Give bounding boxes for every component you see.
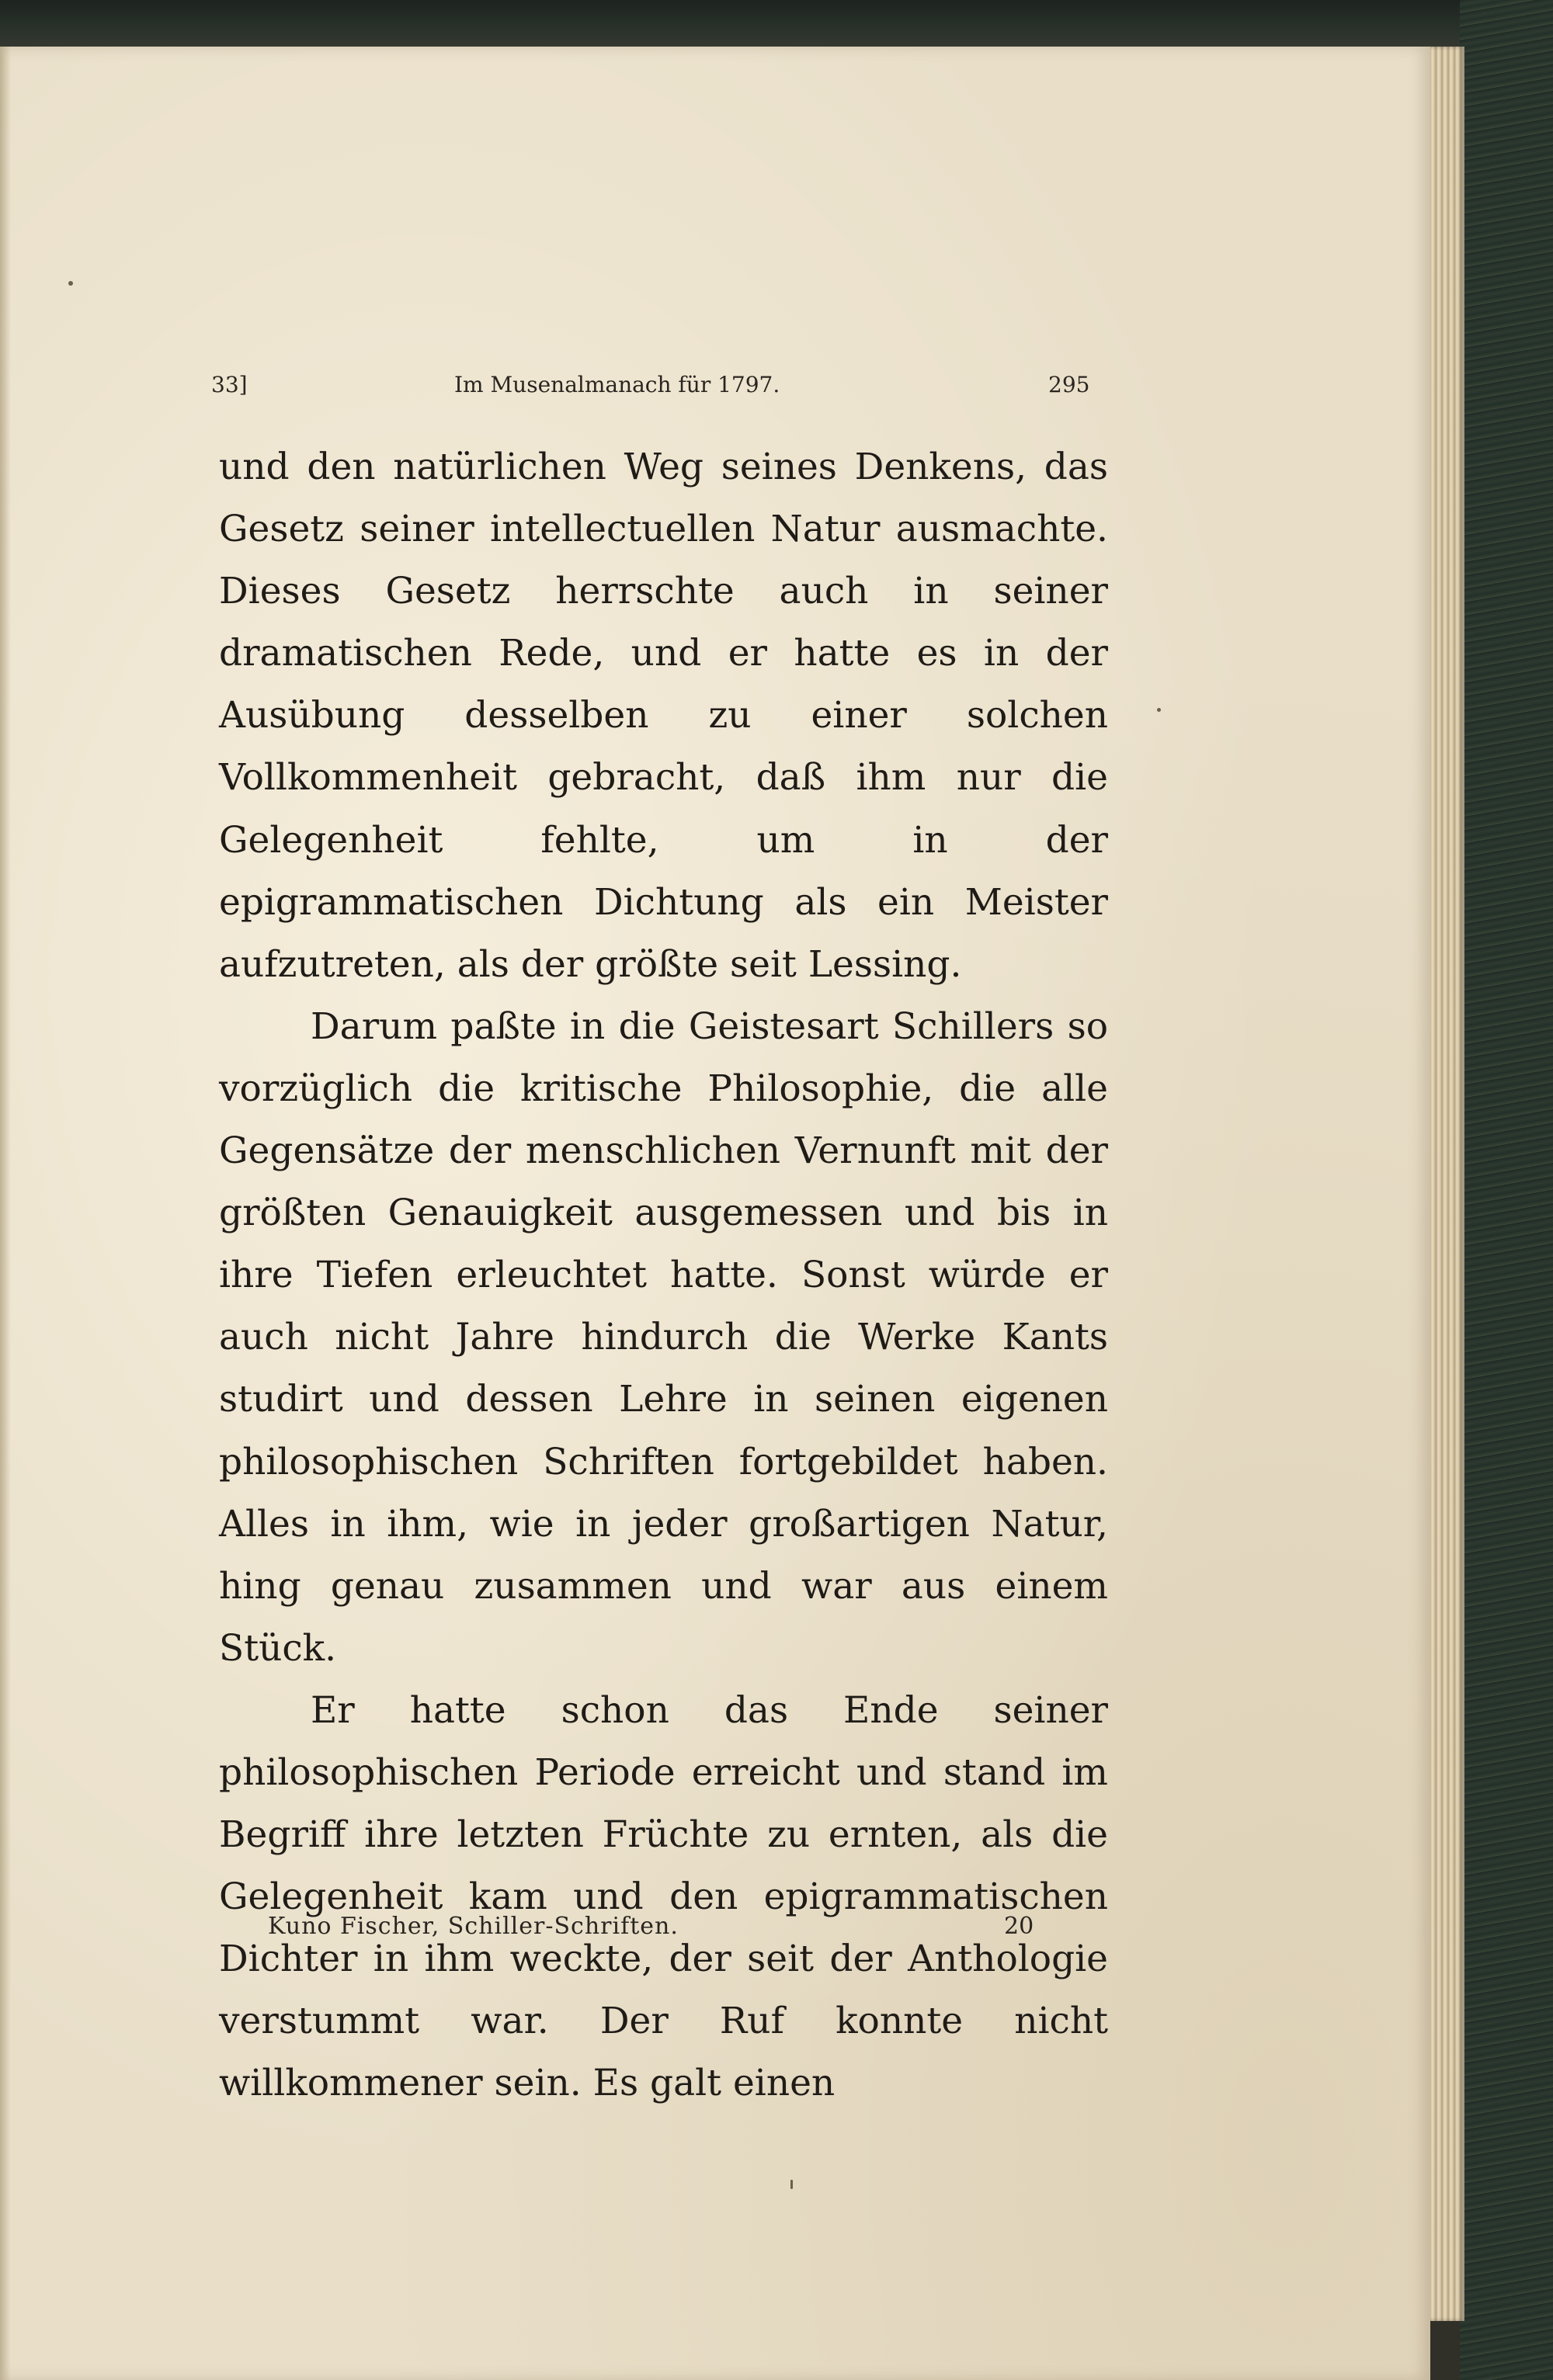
body-text — [219, 436, 1108, 2115]
book-cover-right-edge — [1460, 0, 1553, 2380]
header-running-title: Im Musenalmanach für 1797. — [454, 372, 780, 397]
paragraph: Er hatte schon das Ende seiner philosophischen Periode erreicht und stand im Begriff ihre letzten Früchte zu ernten, als die Gelegenheit kam und den epigrammatischen Dichter in ihm weckte, der seit der Anthologie verstummt war. Der Ruf konnte nicht willkommener sein. Es galt einen — [219, 1688, 1108, 2105]
header-page-number: 295 — [1048, 372, 1090, 397]
page-gutter-shadow — [0, 47, 11, 2380]
paper-speck — [68, 281, 73, 286]
paragraph: und den natürlichen Weg seines Denkens, das Gesetz seiner intellectuellen Natur ausmachte. Dieses Gesetz herrschte auch in seiner dramatischen Rede, und er hatte es in der Ausübung desselben zu einer solchen Vollkommenheit gebracht, daß ihm nur die Gelegenheit fehlte, um in der epigrammatischen Dichtung als ein Meister aufzutreten, als der größte seit Lessing. — [219, 446, 1108, 986]
paper-speck — [1157, 708, 1161, 712]
footer-sheet-number: 20 — [1004, 1913, 1034, 1940]
header-chapter-ref: 33] — [211, 372, 248, 397]
paragraph: Darum paßte in die Geistesart Schillers so vorzüglich die kritische Philosophie, die alle Gegensätze der menschlichen Vernunft mit der größten Genauigkeit ausgemessen und bis in ihre Tiefen erleuchtet hatte. Sonst würde er auch nicht Jahre hindurch die Werke Kants studirt und dessen Lehre in seinen eigenen philosophischen Schriften fortgebildet haben. Alles in ihm, wie in jeder großartigen Natur, hing genau zusammen und war aus einem Stück. — [219, 1004, 1108, 1670]
footer-signature: Kuno Fischer, Schiller-Schriften. — [268, 1913, 679, 1940]
paper-speck — [790, 2180, 793, 2189]
page-stack-edges — [1426, 47, 1464, 2321]
